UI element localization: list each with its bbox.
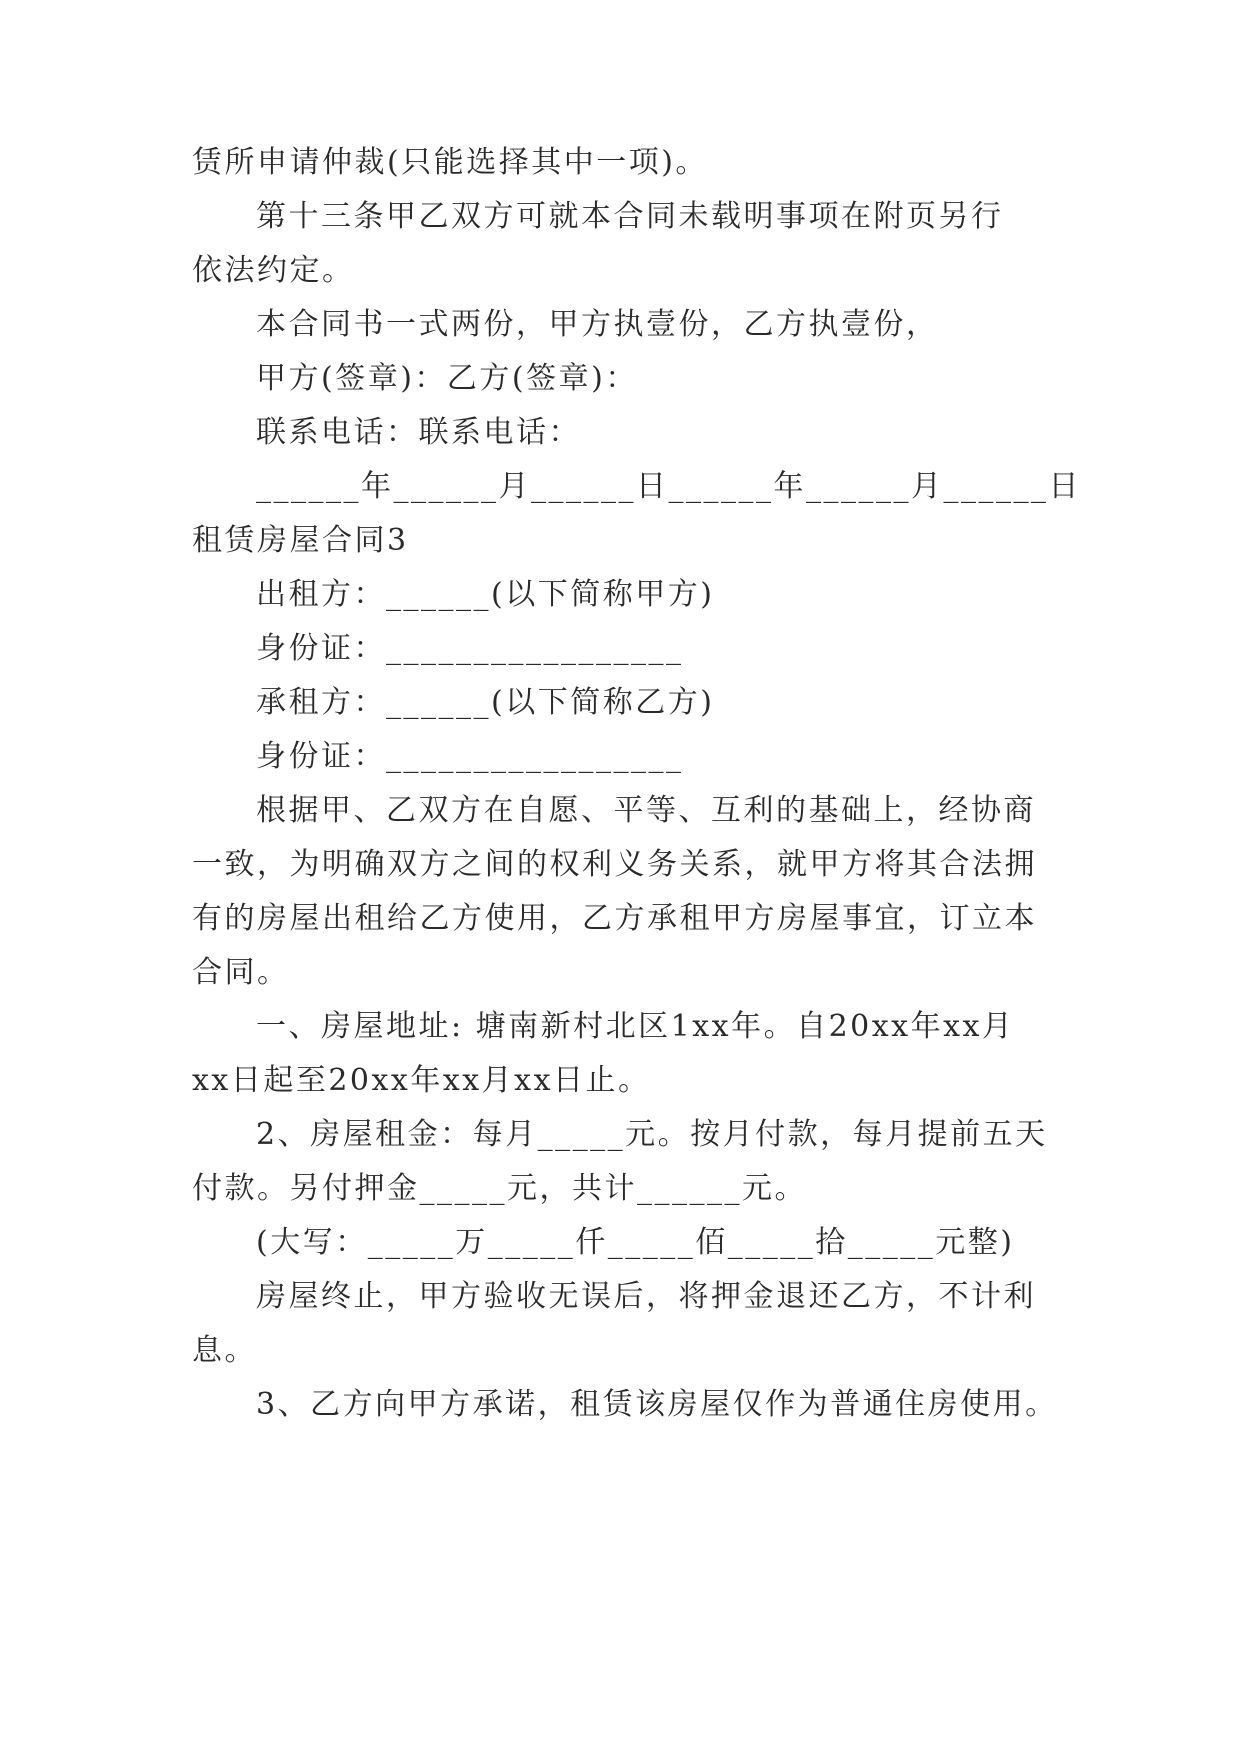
text-line: 一、房屋地址: 塘南新村北区1xx年。自20xx年xx月 bbox=[256, 1009, 1015, 1044]
text-line: 有的房屋出租给乙方使用，乙方承租甲方房屋事宜，订立本 bbox=[192, 901, 1037, 936]
text-line: 息。 bbox=[192, 1333, 257, 1368]
text-line: 2、房屋租金：每月_____元。按月付款，每月提前五天 bbox=[256, 1117, 1048, 1152]
text-line: 3、乙方向甲方承诺，租赁该房屋仅作为普通住房使用。 bbox=[256, 1387, 1058, 1422]
text-line: ______年______月______日______年______月______日 bbox=[256, 469, 1081, 504]
text-line: 第十三条甲乙双方可就本合同未载明事项在附页另行 bbox=[256, 199, 1004, 234]
text-line: (大写：_____万_____仟_____佰_____拾_____元整) bbox=[256, 1225, 1015, 1260]
text-line: 赁所申请仲裁(只能选择其中一项)。 bbox=[192, 145, 708, 180]
text-line: xx日起至20xx年xx月xx日止。 bbox=[192, 1063, 651, 1098]
text-line: 承租方：______(以下简称乙方) bbox=[256, 685, 715, 720]
text-line: 付款。另付押金_____元，共计______元。 bbox=[192, 1171, 807, 1206]
text-line: 出租方：______(以下简称甲方) bbox=[256, 577, 715, 612]
text-line: 身份证：_________________ bbox=[256, 631, 684, 666]
text-line: 房屋终止，甲方验收无误后，将押金退还乙方，不计利 bbox=[256, 1279, 1036, 1314]
text-line: 合同。 bbox=[192, 955, 290, 990]
text-line: 身份证：_________________ bbox=[256, 739, 684, 774]
text-line: 甲方(签章)：乙方(签章)： bbox=[256, 361, 638, 396]
text-line: 依法约定。 bbox=[192, 253, 355, 288]
text-line: 联系电话：联系电话： bbox=[256, 415, 581, 450]
section-title: 租赁房屋合同3 bbox=[192, 523, 409, 558]
text-line: 本合同书一式两份，甲方执壹份，乙方执壹份， bbox=[256, 307, 939, 342]
text-line: 根据甲、乙双方在自愿、平等、互利的基础上，经协商 bbox=[256, 793, 1036, 828]
text-line: 一致，为明确双方之间的权利义务关系，就甲方将其合法拥 bbox=[192, 847, 1037, 882]
